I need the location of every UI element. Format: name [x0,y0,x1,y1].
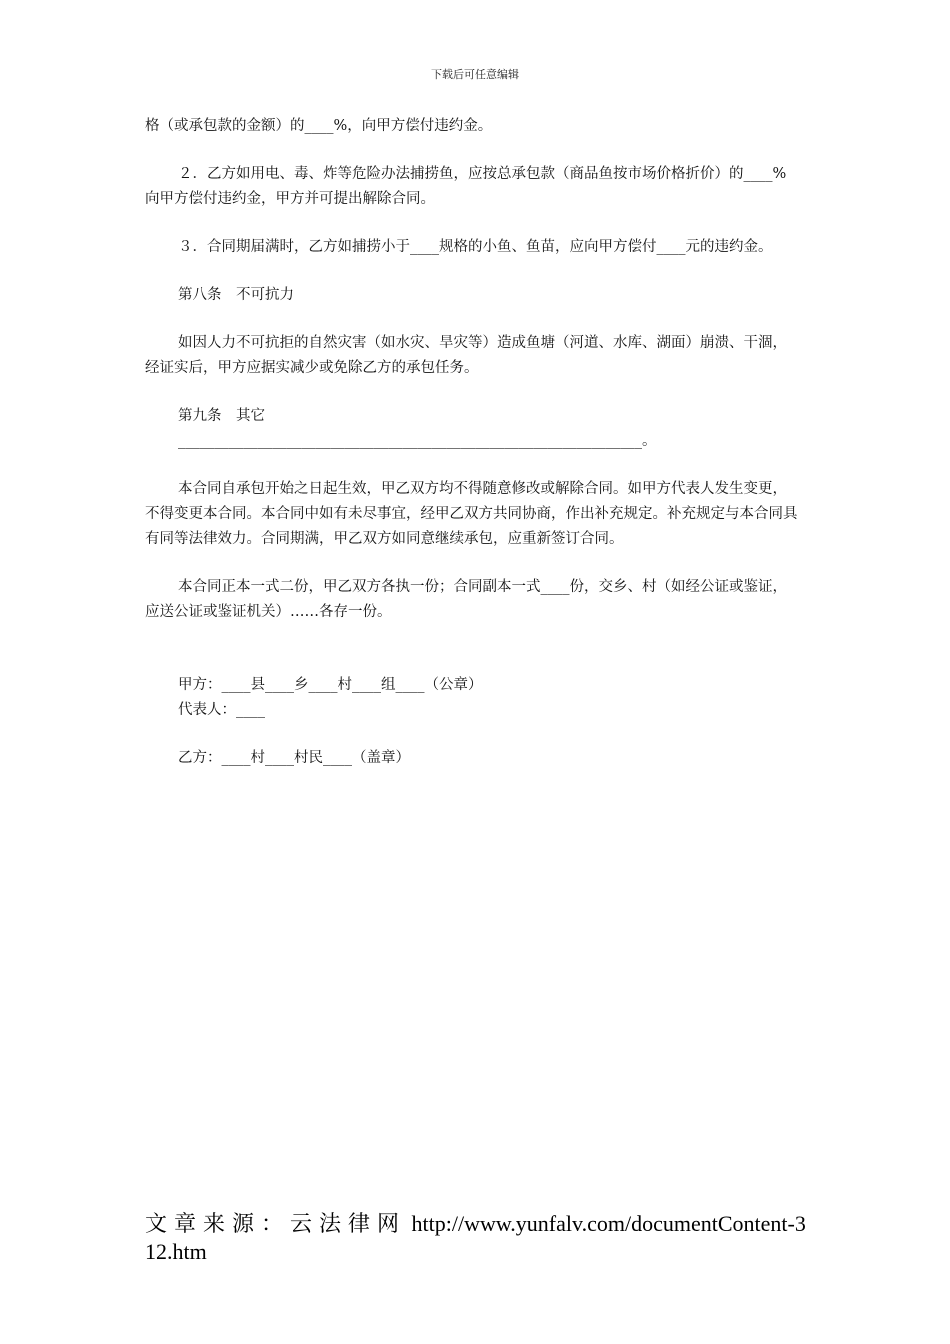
paragraph-clause-3: ３．合同期届满时，乙方如捕捞小于____规格的小鱼、鱼苗，应向甲方偿付____元的违约金。 [178,239,773,255]
source-footer [145,1210,815,1266]
paragraph-effective: 本合同自承包开始之日起生效，甲乙双方均不得随意修改或解除合同。如甲方代表人发生变更，不得变更本合同。本合同中如有未尽事宜，经甲乙双方共同协商，作出补充规定。补充规定与本合同具有同等法律效力。合同期满，甲乙双方如同意继续承包，应重新签订合同。 [145,481,798,547]
source-url: http://www.yunfalv.com/documentContent-312.htm [145,1211,806,1264]
document-body [145,114,800,771]
paragraph-penalty-rate: 格（或承包款的金额）的____%，向甲方偿付违约金。 [145,118,493,134]
party-a-signature: 甲方：____县____乡____村____组____（公章） [178,677,483,693]
blank-line: ________________________________________________________________。 [178,433,657,449]
source-label: 文章来源：云法律网 [145,1211,407,1236]
representative-signature: 代表人：____ [178,702,265,718]
page-header-note: 下载后可任意编辑 [431,68,519,81]
paragraph-copies: 本合同正本一式二份，甲乙双方各执一份；合同副本一式____份，交乡、村（如经公证或鉴证，应送公证或鉴证机关）……各存一份。 [145,579,787,620]
article-9-heading: 第九条 其它 [178,408,265,424]
article-8-heading: 第八条 不可抗力 [178,287,294,303]
paragraph-clause-2: ２．乙方如用电、毒、炸等危险办法捕捞鱼，应按总承包款（商品鱼按市场价格折价）的____%向甲方偿付违约金，甲方并可提出解除合同。 [145,166,787,207]
paragraph-force-majeure: 如因人力不可抗拒的自然灾害（如水灾、旱灾等）造成鱼塘（河道、水库、湖面）崩溃、干涸，经证实后，甲方应据实减少或免除乙方的承包任务。 [145,335,787,376]
party-b-signature: 乙方：____村____村民____（盖章） [178,750,410,766]
